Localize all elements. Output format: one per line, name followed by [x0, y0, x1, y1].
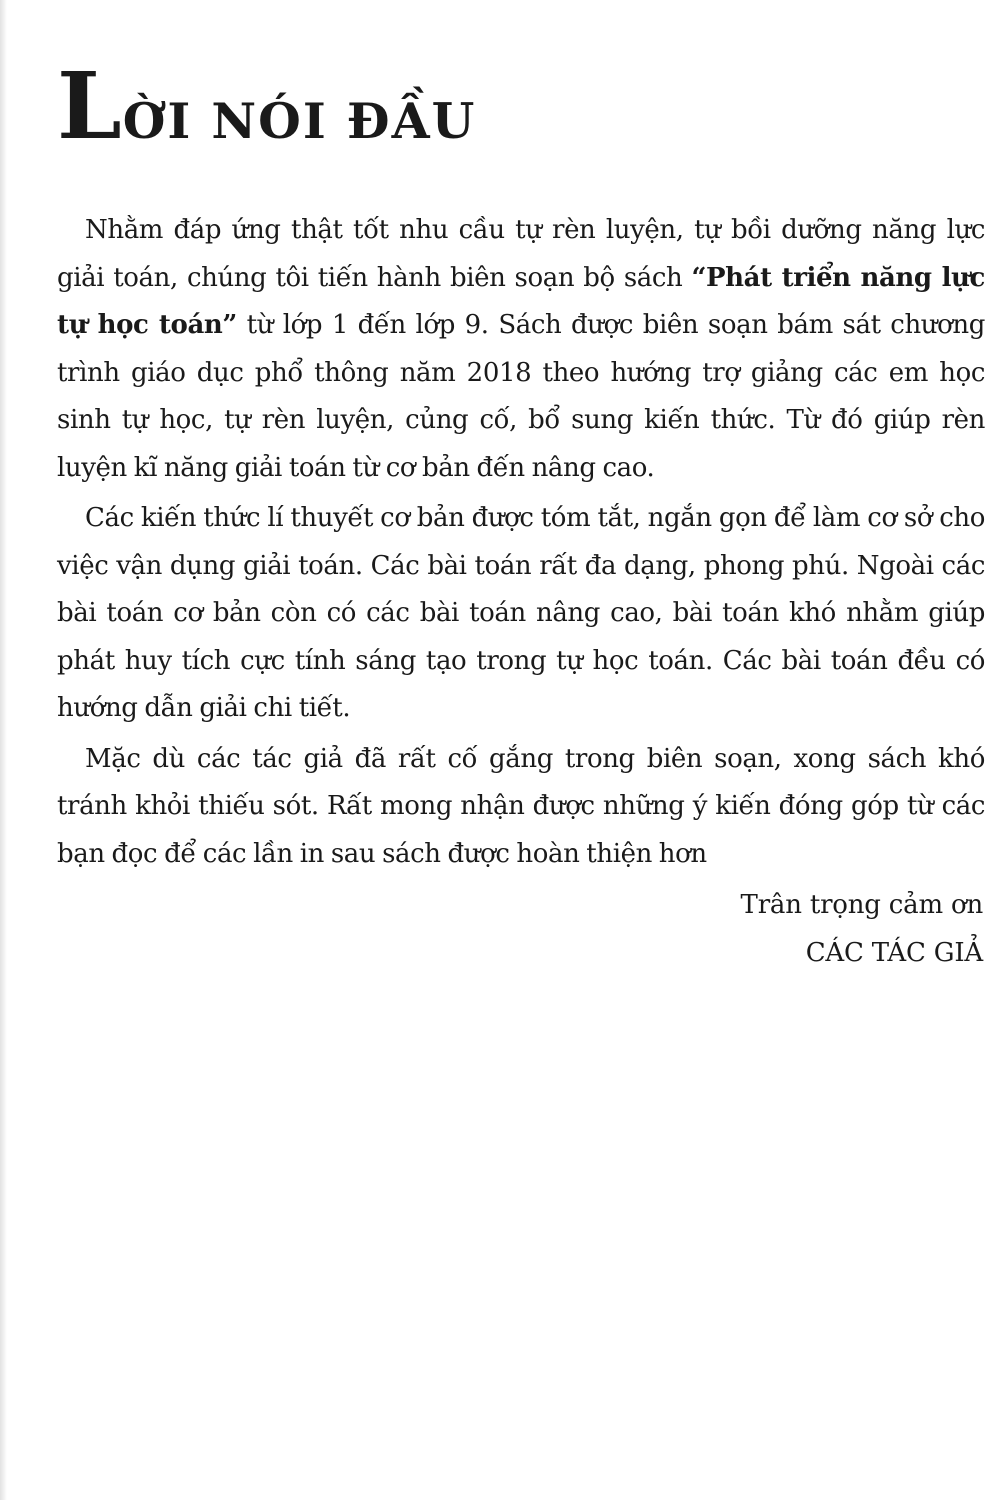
- signoff-block: [57, 882, 985, 977]
- paragraph-intro-pre: Nhằm đáp ứng thật tốt nhu cầu tự rèn luyện, tự bồi dưỡng năng lực giải toán, chúng tôi tiến hành biên soạn bộ sách: [57, 215, 985, 293]
- paragraph-intro-post: từ lớp 1 đến lớp 9. Sách được biên soạn bám sát chương trình giáo dục phổ thông năm 2018 theo hướng trợ giảng các em học sinh tự học, tự rèn luyện, củng cố, bổ sung kiến thức. Từ đó giúp rèn luyện kĩ năng giải toán từ cơ bản đến nâng cao.: [57, 310, 985, 483]
- paragraph-feedback-request: Mặc dù các tác giả đã rất cố gắng trong biên soạn, xong sách khó tránh khỏi thiếu sót. Rất mong nhận được những ý kiến đóng góp từ các bạn đọc để các lần in sau sách được hoàn thiện hơn: [57, 743, 985, 869]
- signoff-authors: CÁC TÁC GIẢ: [805, 937, 983, 968]
- paragraph-content-description: Các kiến thức lí thuyết cơ bản được tóm tắt, ngắn gọn để làm cơ sở cho việc vận dụng giải toán. Các bài toán rất đa dạng, phong phú. Ngoài các bài toán cơ bản còn có các bài toán nâng cao, bài toán khó nhằm giúp phát huy tích cực tính sáng tạo trong tự học toán. Các bài toán đều có hướng dẫn giải chi tiết.: [57, 503, 985, 723]
- book-series-title: “Phát triển năng lực tự học toán”: [57, 262, 985, 340]
- page-title-initial: L: [57, 52, 123, 160]
- page-title-rest: ỜI NÓI ĐẦU: [122, 92, 477, 150]
- page-title: [57, 52, 985, 163]
- paragraph-intro: [57, 207, 985, 492]
- signoff-thanks: Trân trọng cảm ơn: [740, 890, 983, 920]
